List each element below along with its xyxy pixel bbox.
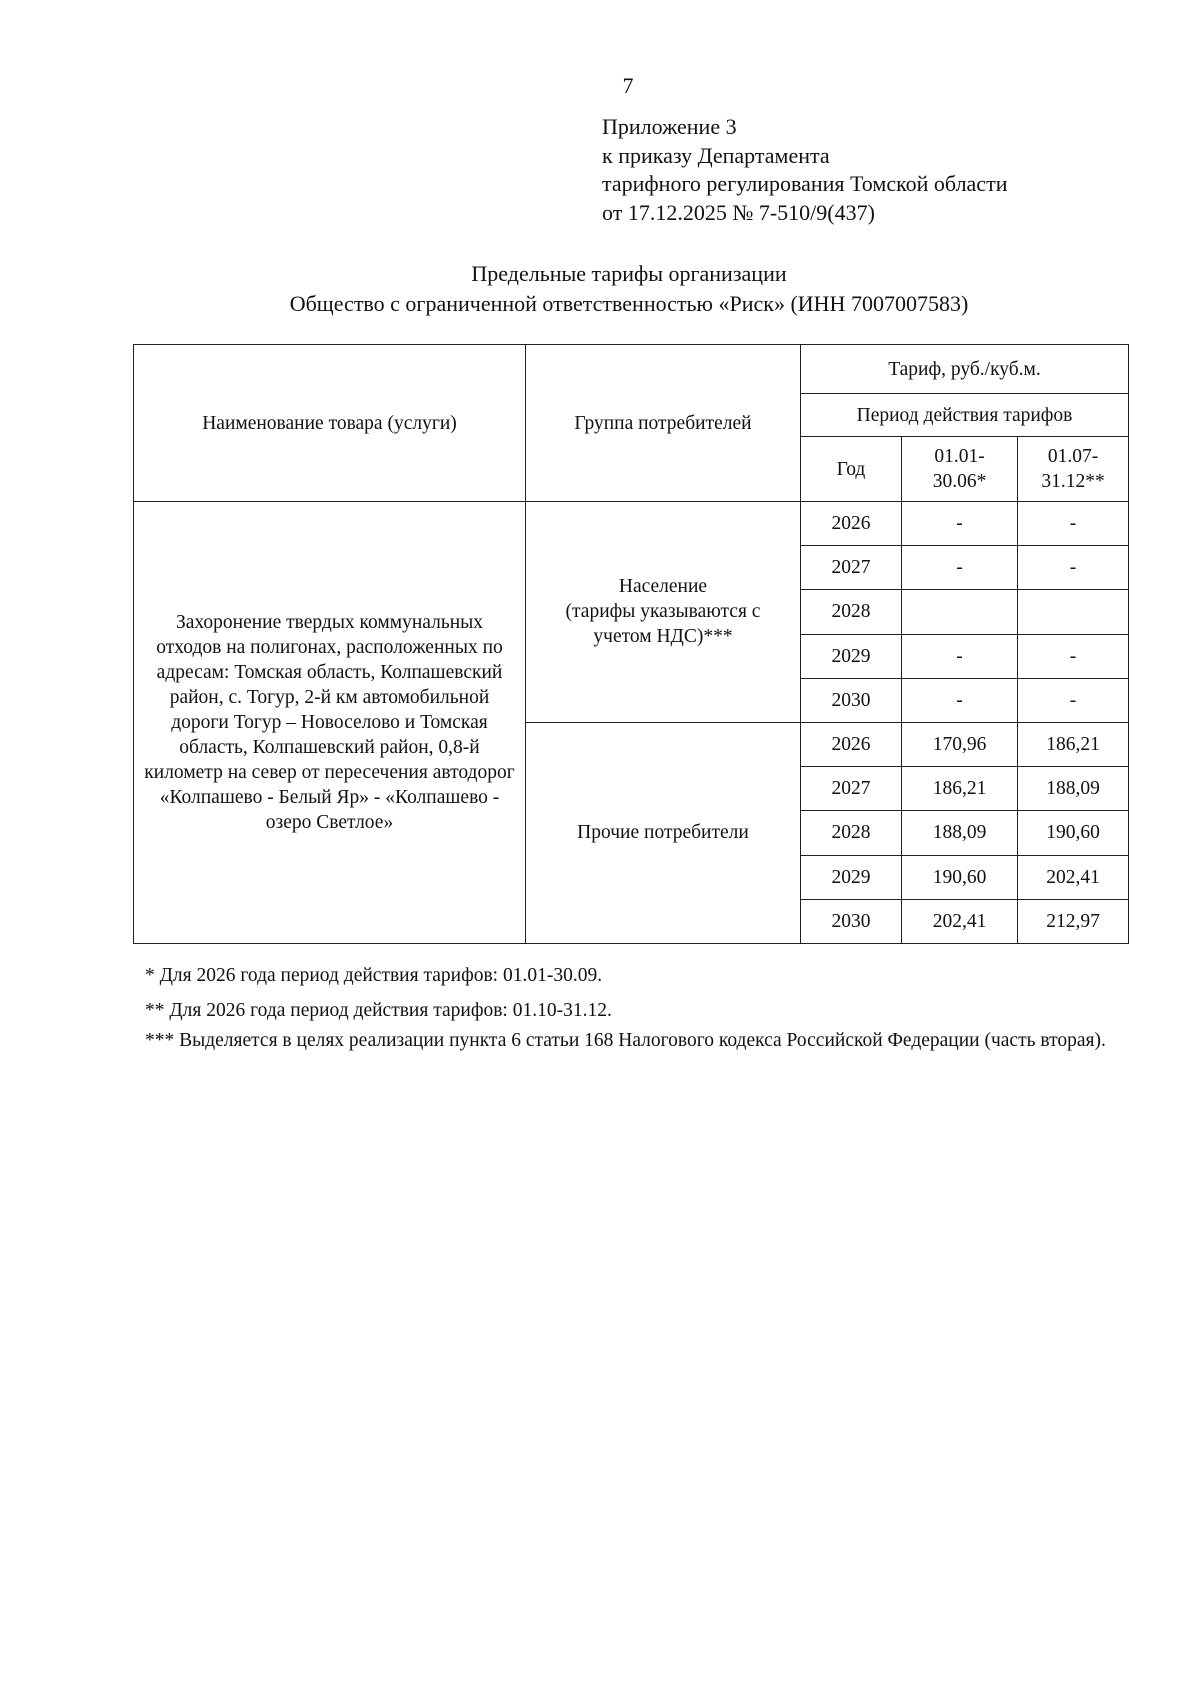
year-cell: 2030: [801, 899, 902, 943]
header-group: Группа потребителей: [526, 345, 801, 502]
consumer-group-cell: Прочие потребители: [526, 722, 801, 943]
appendix-line: Приложение 3: [602, 114, 737, 139]
appendix-line: тарифного регулирования Томской области: [602, 171, 1008, 196]
document-title: [0, 259, 1200, 319]
tariff-period2-cell: -: [1018, 634, 1129, 678]
product-name-cell: Захоронение твердых коммунальных отходов на полигонах, расположенных по адресам: Томская область, Колпашевский район, с. Тогур, 2-й км автомобильной дороги Тогур – Новоселово и Томская область, Колпашевский район, 0,8-й километр на север от пересечения автодорог «Колпашево - Белый Яр» - «Колпашево - озеро Светлое»: [134, 502, 526, 944]
footnote: *** Выделяется в целях реализации пункта 6 статьи 168 Налогового кодекса Российской Федерации (часть вторая).: [145, 1030, 1106, 1051]
tariff-period2-cell: -: [1018, 502, 1129, 546]
tariff-period1-cell: 202,41: [902, 899, 1018, 943]
footnote: ** Для 2026 года период действия тарифов: 01.10-31.12.: [145, 1000, 612, 1021]
tariff-period1-cell: 186,21: [902, 767, 1018, 811]
year-cell: 2028: [801, 811, 902, 855]
header-period: Период действия тарифов: [801, 394, 1129, 437]
tariffs-table: [133, 344, 1129, 944]
tariff-period2-cell: 202,41: [1018, 855, 1129, 899]
header-year: Год: [801, 437, 902, 502]
tariff-period2-cell: 186,21: [1018, 722, 1129, 766]
header-tariff: Тариф, руб./куб.м.: [801, 345, 1129, 394]
tariff-period1-cell: 170,96: [902, 722, 1018, 766]
tariff-period2-cell: -: [1018, 546, 1129, 590]
tariff-period1-cell: -: [902, 634, 1018, 678]
header-product: Наименование товара (услуги): [134, 345, 526, 502]
table-row: [134, 502, 1129, 546]
tariff-period2-cell: 212,97: [1018, 899, 1129, 943]
year-cell: 2026: [801, 722, 902, 766]
year-cell: 2027: [801, 546, 902, 590]
tariff-period1-cell: -: [902, 502, 1018, 546]
header-period1: 01.01- 30.06*: [902, 437, 1018, 502]
year-cell: 2029: [801, 634, 902, 678]
appendix-line: от 17.12.2025 № 7-510/9(437): [602, 199, 875, 225]
tariff-period2-cell: 188,09: [1018, 767, 1129, 811]
header-row: [134, 345, 1129, 394]
tariff-period1-cell: -: [902, 678, 1018, 722]
year-cell: 2028: [801, 590, 902, 634]
tariff-period1-cell: 188,09: [902, 811, 1018, 855]
year-cell: 2029: [801, 855, 902, 899]
tariff-period2-cell: 190,60: [1018, 811, 1129, 855]
year-cell: 2027: [801, 767, 902, 811]
tariff-period1-cell: -: [902, 546, 1018, 590]
tariff-period1-cell: 190,60: [902, 855, 1018, 899]
page-number: 7: [622, 73, 634, 98]
year-cell: 2030: [801, 678, 902, 722]
tariff-period1-cell: [902, 590, 1018, 634]
header-period2: 01.07- 31.12**: [1018, 437, 1129, 502]
footnotes: [145, 963, 1117, 1053]
title-line: Общество с ограниченной ответственностью «Риск» (ИНН 7007007583): [289, 291, 969, 316]
title-line: Предельные тарифы организации: [471, 261, 787, 286]
appendix-line: к приказу Департамента: [602, 142, 830, 168]
consumer-group-cell: Население (тарифы указываются с учетом НДС)***: [526, 502, 801, 723]
tariff-period2-cell: -: [1018, 678, 1129, 722]
tariff-period2-cell: [1018, 590, 1129, 634]
year-cell: 2026: [801, 502, 902, 546]
appendix-reference: [602, 113, 1007, 227]
footnote: * Для 2026 года период действия тарифов: 01.01-30.09.: [145, 965, 603, 986]
